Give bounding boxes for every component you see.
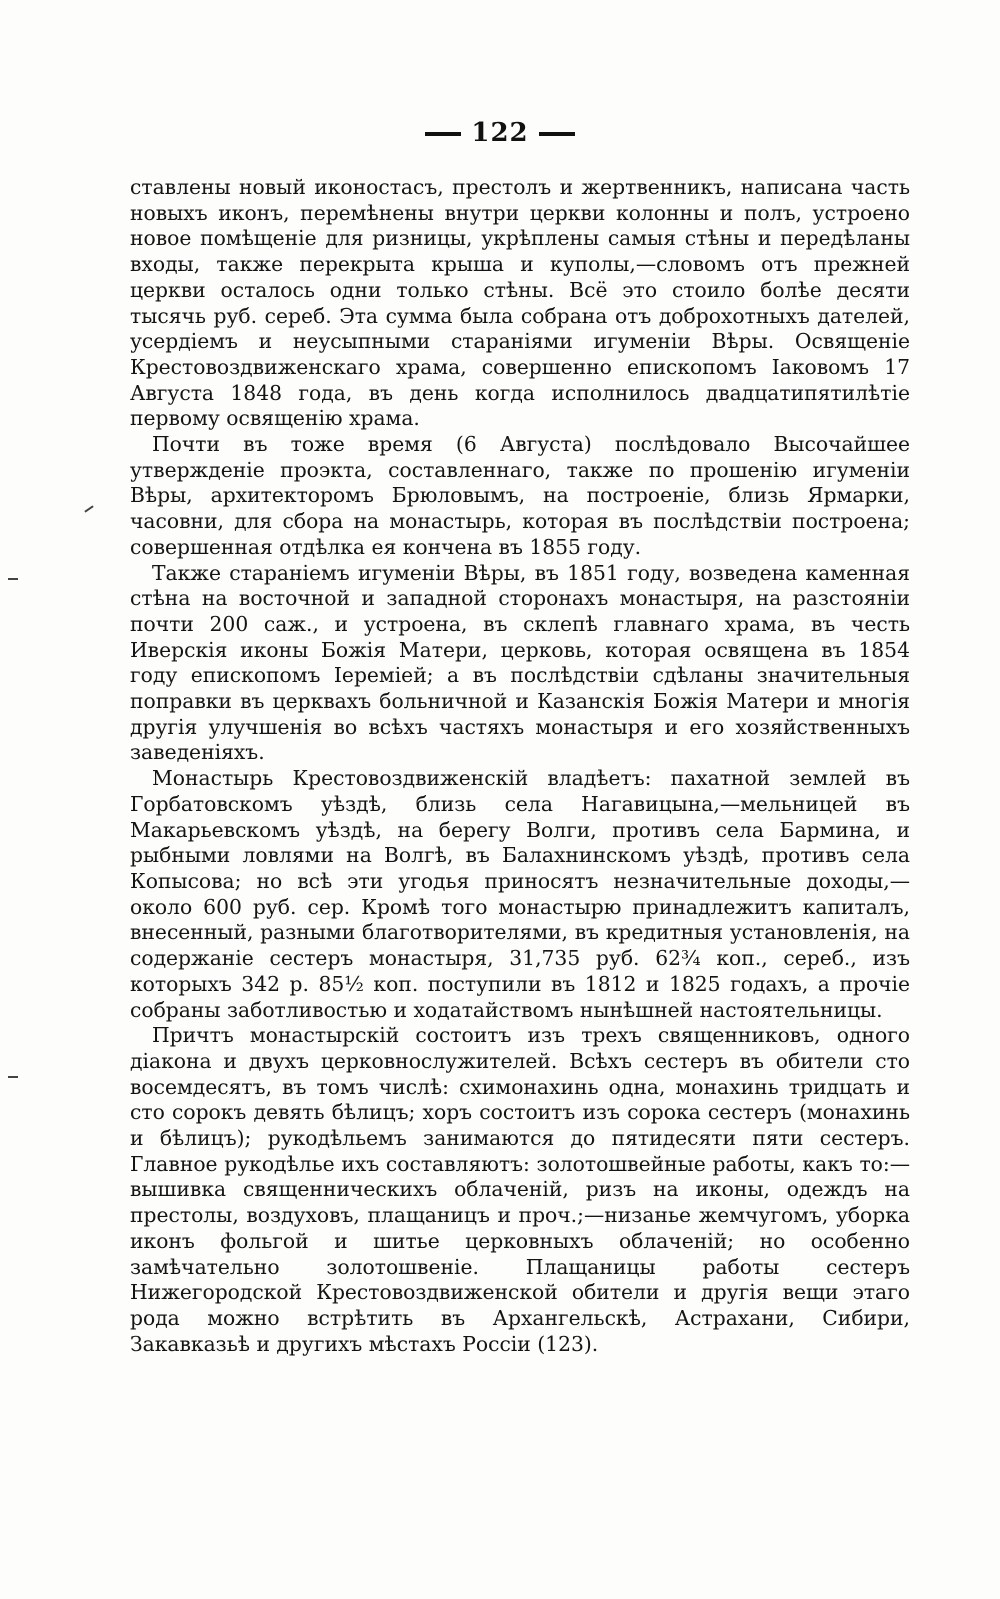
paragraph-1: ставлены новый иконостасъ, престолъ и жертвенникъ, написана часть новыхъ иконъ, перемѣнены внутри церкви колонны и полъ, устроено новое помѣщеніе для ризницы, укрѣплены самыя стѣны и передѣланы входы, также перекрыта крыша и куполы,—словомъ отъ прежней церкви осталось одни только стѣны. Всё это стоило болѣе десяти тысячь руб. сереб. Эта сумма была собрана отъ доброхотныхъ дателей, усердіемъ и неусыпными стараніями игуменіи Вѣры. Освященіе Крестовоздвиженскаго храма, совершенно епископомъ Іаковомъ 17 Августа 1848 года, въ день когда исполнилось двадцатипятилѣтіе первому освященію храма.	[130, 175, 910, 431]
paragraph-5: Причтъ монастырскій состоитъ изъ трехъ священниковъ, одного діакона и двухъ церковнослужителей. Всѣхъ сестеръ въ обители сто восемдесятъ, въ томъ числѣ: схимонахинь одна, монахинь тридцать и сто сорокъ девять бѣлицъ; хоръ состоитъ изъ сорока сестеръ (монахинь и бѣлицъ); рукодѣльемъ занимаются до пятидесяти пяти сестеръ. Главное рукодѣлье ихъ составляютъ: золотошвейные работы, какъ то:—вышивка священническихъ облаченій, ризъ на иконы, одеждъ на престолы, воздуховъ, плащаницъ и проч.;—низанье жемчугомъ, уборка иконъ фольгой и шитье церковныхъ облаченій; но особенно замѣчательно золотошвеніе. Плащаницы работы сестеръ Нижегородской Крестовоздвиженской обители и другія вещи этаго рода можно встрѣтить въ Архангельскѣ, Астрахани, Сибири, Закавказьѣ и другихъ мѣстахъ Россіи (123).	[130, 1023, 910, 1356]
page-number	[0, 118, 1000, 148]
paragraph-4: Монастырь Крестовоздвиженскій владѣетъ: пахатной землей въ Горбатовскомъ уѣздѣ, близь села Нагавицына,—мельницей въ Макарьевскомъ уѣздѣ, на берегу Волги, противъ села Бармина, и рыбными ловлями на Волгѣ, въ Балахнинскомъ уѣздѣ, противъ села Копысова; но всѣ эти угодья приносятъ незначительные доходы,—около 600 руб. сер. Кромѣ того монастырю принадлежитъ капиталъ, внесенный, разными благотворителями, въ кредитныя установленія, на содержаніе сестеръ монастыря, 31,735 руб. 62¾ коп., сереб., изъ которыхъ 342 р. 85½ коп. поступили въ 1812 и 1825 годахъ, а прочіе собраны заботливостью и ходатайствомъ нынѣшней настоятельницы.	[130, 766, 910, 1022]
margin-mark	[8, 578, 18, 580]
paragraph-3: Также стараніемъ игуменіи Вѣры, въ 1851 году, возведена каменная стѣна на восточной и западной сторонахъ монастыря, на разстояніи почти 200 саж., и устроена, въ склепѣ главнаго храма, въ честь Иверскія иконы Божія Матери, церковь, которая освящена въ 1854 году епископомъ Іереміей; а въ послѣдствіи сдѣланы значительныя поправки въ церквахъ больничной и Казанскія Божія Матери и многія другія улучшенія во всѣхъ частяхъ монастыря и его хозяйственныхъ заведеніяхъ.	[130, 560, 910, 765]
margin-mark	[8, 1076, 18, 1078]
body-text	[130, 175, 910, 1357]
margin-mark	[84, 505, 93, 512]
page-number-dash-left	[425, 132, 461, 136]
page-number-text: 122	[471, 118, 529, 148]
paragraph-2: Почти въ тоже время (6 Августа) послѣдовало Высочайшее утвержденіе проэкта, составленнаго, также по прошенію игуменіи Вѣры, архитекторомъ Брюловымъ, на построеніе, близь Ярмарки, часовни, для сбора на монастырь, которая въ послѣдствіи построена; совершенная отдѣлка ея кончена въ 1855 году.	[130, 432, 910, 559]
page-number-dash-right	[539, 132, 575, 136]
